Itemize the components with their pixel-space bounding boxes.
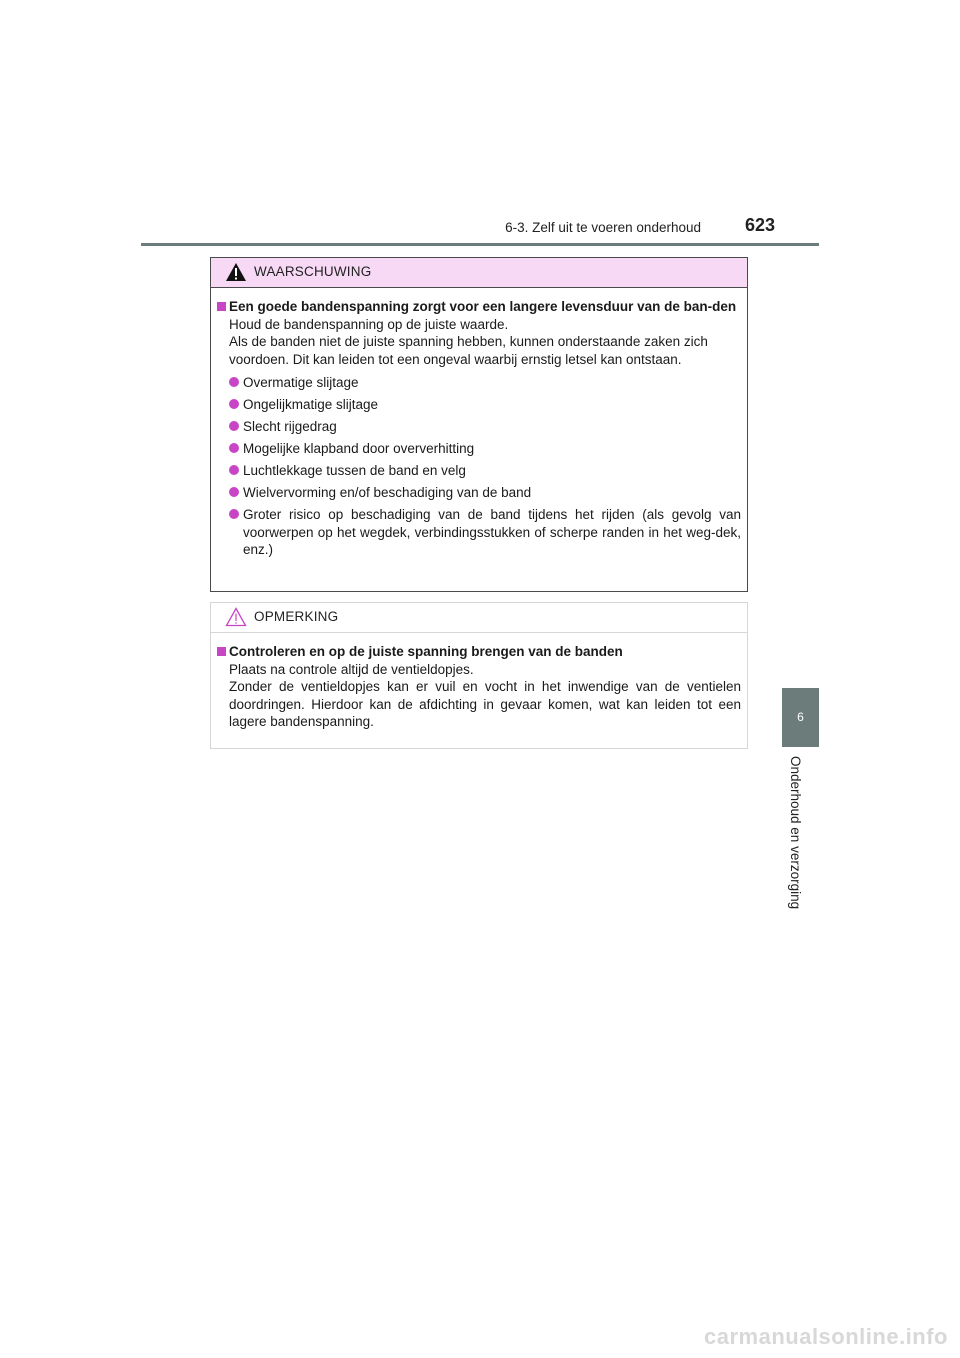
bullet-dot-icon <box>229 377 239 387</box>
bullet-dot-icon <box>229 487 239 497</box>
chapter-title: Onderhoud en verzorging <box>788 756 803 910</box>
bullet-dot-icon <box>229 465 239 475</box>
square-bullet-icon <box>217 302 226 311</box>
page-number: 623 <box>744 215 775 235</box>
warning-triangle-icon <box>225 262 247 282</box>
warning-body <box>211 288 747 559</box>
note-heading <box>217 643 741 661</box>
note-label: OPMERKING <box>254 609 339 624</box>
warning-box <box>210 257 748 592</box>
list-item <box>217 374 741 392</box>
list-item <box>217 506 741 559</box>
bullet-dot-icon <box>229 399 239 409</box>
note-line-2: Zonder de ventieldopjes kan er vuil en vocht in het inwendige van de ventielen doordringen. Hierdoor kan de afdichting in gevaar komen, wat kan leiden tot een lagere bandenspanning. <box>229 679 741 729</box>
list-item <box>217 440 741 458</box>
list-item-text: Groter risico op beschadiging van de band tijdens het rijden (als gevolg van voorwerpen op het wegdek, verbindingsstukken of scherpe randen in het weg-dek, enz.) <box>243 507 741 557</box>
warning-intro-1: Houd de bandenspanning op de juiste waarde. <box>229 316 509 332</box>
list-item-text: Wielvervorming en/of beschadiging van de band <box>243 485 532 500</box>
bullet-dot-icon <box>229 421 239 431</box>
warning-heading <box>217 298 741 316</box>
list-item-text: Mogelijke klapband door oververhitting <box>243 441 475 456</box>
list-item-text: Slecht rijgedrag <box>243 419 337 434</box>
warning-list <box>217 374 741 559</box>
square-bullet-icon <box>217 647 226 656</box>
list-item <box>217 418 741 436</box>
list-item <box>217 484 741 502</box>
list-item <box>217 462 741 480</box>
chapter-tab: 6 <box>782 688 819 747</box>
bullet-dot-icon <box>229 509 239 519</box>
warning-heading-text: Een goede bandenspanning zorgt voor een langere levensduur van de ban-den <box>229 299 737 314</box>
bullet-dot-icon <box>229 443 239 453</box>
note-line-1: Plaats na controle altijd de ventieldopjes. <box>229 661 474 677</box>
header-section-title: 6-3. Zelf uit te voeren onderhoud <box>505 220 701 235</box>
list-item <box>217 396 741 414</box>
note-body <box>211 633 747 731</box>
caution-triangle-outline-icon <box>225 607 247 627</box>
list-item-text: Ongelijkmatige slijtage <box>243 397 379 412</box>
warning-intro-2: Als de banden niet de juiste spanning hebben, kunnen onderstaande zaken zich voordoen. Dit kan leiden tot een ongeval waarbij ernstig letsel kan ontstaan. <box>229 334 708 367</box>
footer-watermark: carmanualsonline.info <box>704 1324 948 1349</box>
warning-header <box>211 258 747 288</box>
note-heading-text: Controleren en op de juiste spanning brengen van de banden <box>229 644 623 659</box>
list-item-text: Luchtlekkage tussen de band en velg <box>243 463 466 478</box>
note-header <box>211 603 747 633</box>
list-item-text: Overmatige slijtage <box>243 375 359 390</box>
header-divider <box>141 243 819 246</box>
note-box <box>210 602 748 749</box>
warning-label: WAARSCHUWING <box>254 264 372 279</box>
